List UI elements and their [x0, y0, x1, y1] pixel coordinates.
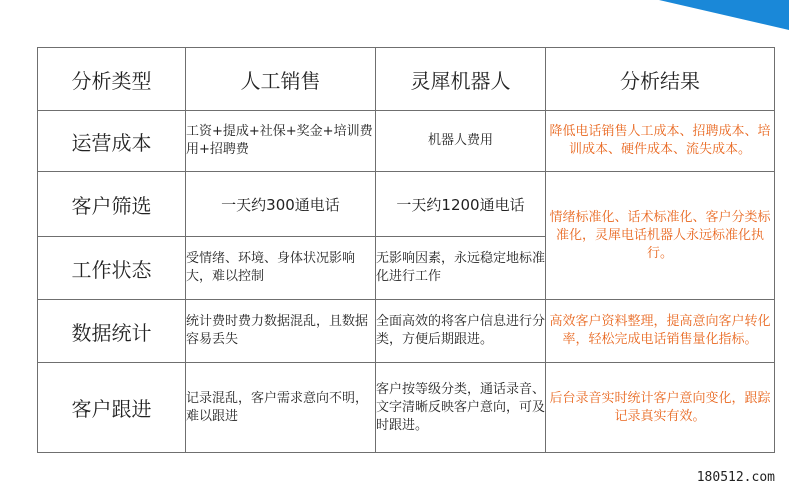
- cell-manual-screening: 一天约300通电话: [186, 172, 376, 237]
- cell-robot-work-state: 无影响因素，永远稳定地标准化进行工作: [376, 237, 546, 300]
- cell-result-cost: 降低电话销售人工成本、招聘成本、培训成本、硬件成本、流失成本。: [546, 111, 775, 172]
- cell-robot-screening: 一天约1200通电话: [376, 172, 546, 237]
- row-header-follow-up: 客户跟进: [38, 363, 186, 453]
- cell-result-follow-up: 后台录音实时统计客户意向变化，跟踪记录真实有效。: [546, 363, 775, 453]
- cell-manual-work-state: 受情绪、环境、身体状况影响大，难以控制: [186, 237, 376, 300]
- table-row: [38, 172, 775, 237]
- header-robot: 灵犀机器人: [376, 48, 546, 111]
- cell-manual-stats: 统计费时费力数据混乱，且数据容易丢失: [186, 300, 376, 363]
- row-header-screening: 客户筛选: [38, 172, 186, 237]
- cell-robot-stats: 全面高效的将客户信息进行分类，方便后期跟进。: [376, 300, 546, 363]
- row-header-work-state: 工作状态: [38, 237, 186, 300]
- header-analysis-type: 分析类型: [38, 48, 186, 111]
- header-result: 分析结果: [546, 48, 775, 111]
- cell-robot-cost: 机器人费用: [376, 111, 546, 172]
- cell-manual-cost: 工资+提成+社保+奖金+培训费用+招聘费: [186, 111, 376, 172]
- row-header-cost: 运营成本: [38, 111, 186, 172]
- watermark-text: 180512.com: [696, 470, 775, 485]
- row-header-stats: 数据统计: [38, 300, 186, 363]
- header-manual-sales: 人工销售: [186, 48, 376, 111]
- cell-result-stats: 高效客户资料整理，提高意向客户转化率，轻松完成电话销售量化指标。: [546, 300, 775, 363]
- cell-result-screening-work: 情绪标准化、话术标准化、客户分类标准化，灵犀电话机器人永远标准化执行。: [546, 172, 775, 300]
- table-row: [38, 111, 775, 172]
- corner-accent-decoration: [659, 0, 789, 30]
- table-row: [38, 300, 775, 363]
- table-header-row: [38, 48, 775, 111]
- comparison-table: [37, 47, 775, 453]
- table-row: [38, 363, 775, 453]
- cell-manual-follow-up: 记录混乱，客户需求意向不明，难以跟进: [186, 363, 376, 453]
- cell-robot-follow-up: 客户按等级分类，通话录音、文字清晰反映客户意向，可及时跟进。: [376, 363, 546, 453]
